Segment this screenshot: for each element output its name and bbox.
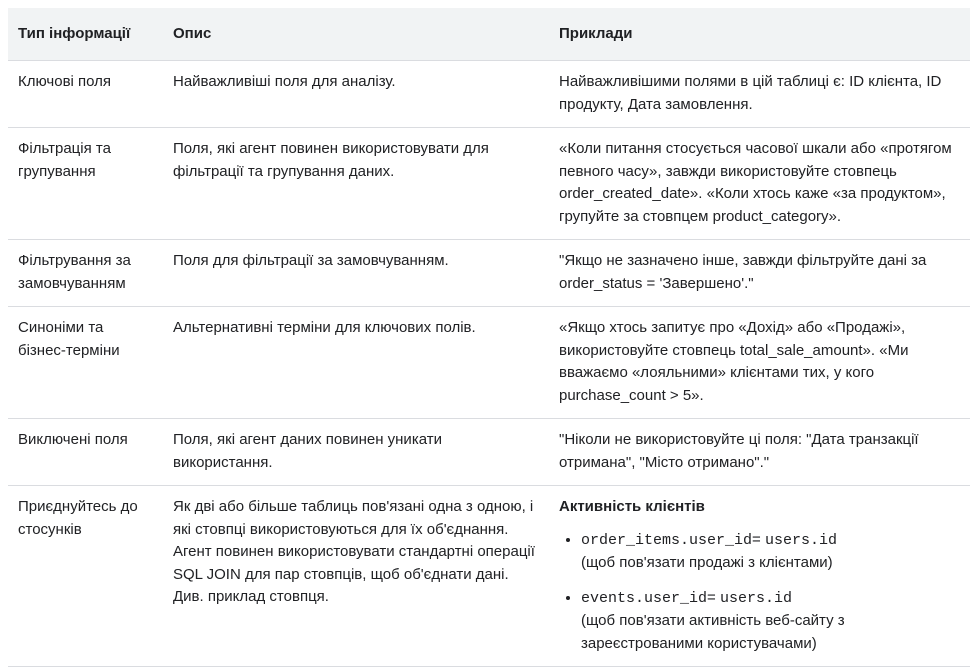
- table-row: [8, 419, 970, 486]
- cell-description: Найважливіші поля для аналізу.: [163, 61, 549, 128]
- cell-type: Виключені поля: [8, 419, 163, 486]
- header-examples: Приклади: [549, 8, 970, 61]
- cell-type: Фільтрація та групування: [8, 128, 163, 240]
- join-left-column: events.user_id: [581, 589, 708, 607]
- info-types-table: [8, 8, 970, 667]
- join-right-column: users.id: [764, 531, 837, 549]
- cell-type: Фільтрування за замовчуванням: [8, 240, 163, 307]
- cell-description: Поля, які агент повинен використовувати для фільтрації та групування даних.: [163, 128, 549, 240]
- cell-example: Найважливішими полями в цій таблиці є: ID клієнта, ID продукту, Дата замовлення.: [549, 61, 970, 128]
- cell-type: Синоніми та бізнес-терміни: [8, 307, 163, 419]
- join-left-column: order_items.user_id: [581, 531, 753, 549]
- join-list: [559, 529, 960, 656]
- cell-type: Ключові поля: [8, 61, 163, 128]
- join-item: [581, 529, 960, 575]
- join-note: (щоб пов'язати продажі з клієнтами): [581, 554, 833, 571]
- cell-example: "Ніколи не використовуйте ці поля: "Дата транзакції отримана", "Місто отримано".": [549, 419, 970, 486]
- table-row: [8, 486, 970, 667]
- cell-description: Поля, які агент даних повинен уникати використання.: [163, 419, 549, 486]
- table-row: [8, 128, 970, 240]
- header-type: Тип інформації: [8, 8, 163, 61]
- cell-description: Поля для фільтрації за замовчуванням.: [163, 240, 549, 307]
- join-right-column: users.id: [719, 589, 792, 607]
- table-row: [8, 61, 970, 128]
- cell-example: «Якщо хтось запитує про «Дохід» або «Продажі», використовуйте стовпець total_sale_amount». «Ми вважаємо «лояльними» клієнтами тих, у кого purchase_count > 5».: [549, 307, 970, 419]
- cell-description: Альтернативні терміни для ключових полів.: [163, 307, 549, 419]
- join-operator: =: [752, 530, 761, 548]
- cell-example: «Коли питання стосується часової шкали або «протягом певного часу», завжди використовуйте стовпець order_created_date». «Коли хтось каже «за продуктом», групуйте за стовпцем product_category».: [549, 128, 970, 240]
- cell-type: Приєднуйтесь до стосунків: [8, 486, 163, 667]
- cell-example: [549, 486, 970, 667]
- table-row: [8, 240, 970, 307]
- header-description: Опис: [163, 8, 549, 61]
- join-note: (щоб пов'язати активність веб-сайту з зареєстрованими користувачами): [581, 612, 845, 652]
- cell-example: "Якщо не зазначено інше, завжди фільтруйте дані за order_status = 'Завершено'.": [549, 240, 970, 307]
- join-operator: =: [707, 588, 716, 606]
- example-heading: Активність клієнтів: [559, 498, 705, 515]
- table-header-row: [8, 8, 970, 61]
- cell-description: Як дві або більше таблиць пов'язані одна з одною, і які стовпці використовуються для їх об'єднання. Агент повинен використовувати стандартні операції SQL JOIN для пар стовпців, щоб об'єднати дані. Див. приклад стовпця.: [163, 486, 549, 667]
- join-item: [581, 587, 960, 656]
- table-row: [8, 307, 970, 419]
